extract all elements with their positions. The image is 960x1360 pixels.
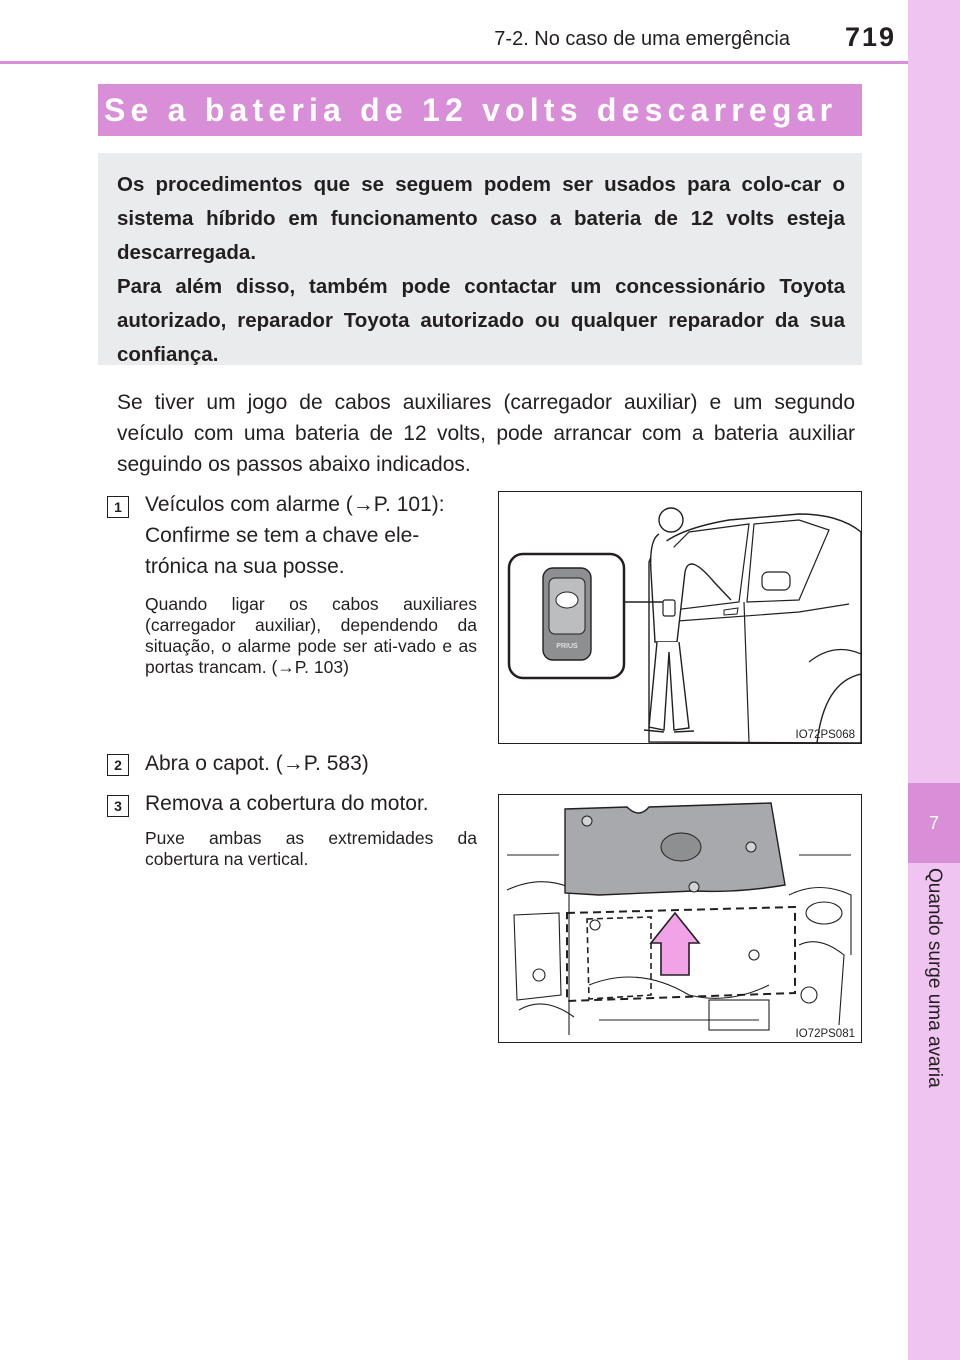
intro-paragraph-1: Os procedimentos que se seguem podem ser usados para colo-car o sistema híbrido em funcionamento caso a bateria de 12 volts esteja descarregada. xyxy=(117,173,845,264)
section-header: 7-2. No caso de uma emergência xyxy=(494,28,790,50)
figure-code-1: IO72PS068 xyxy=(795,729,855,741)
figure-engine-cover xyxy=(498,794,862,1043)
step-number-1: 1 xyxy=(107,496,129,518)
step-3-title: Remova a cobertura do motor. xyxy=(145,792,429,815)
step-number-3: 3 xyxy=(107,795,129,817)
step-1-note: Quando ligar os cabos auxiliares (carregador auxiliar), dependendo da situação, o alarme pode ser ati-vado e as portas trancam. (→P. 103) xyxy=(145,594,477,677)
chapter-side-tab xyxy=(908,0,960,1360)
header-rule xyxy=(0,61,908,64)
page-title: Se a bateria de 12 volts descarregar xyxy=(104,92,838,128)
step-3-note: Puxe ambas as extremidades da cobertura na vertical. xyxy=(145,828,477,869)
step-2-title: Abra o capot. (→P. 583) xyxy=(145,752,369,775)
intro-text xyxy=(117,168,845,372)
figure-key-check xyxy=(498,491,862,744)
intro-paragraph-2: Para além disso, também pode contactar um concessionário Toyota autorizado, reparador Toyota autorizado ou qualquer reparador da sua confiança. xyxy=(117,275,845,366)
page-number: 719 xyxy=(844,22,896,52)
figure-code-2: IO72PS081 xyxy=(795,1028,855,1040)
engine-cover-illustration xyxy=(499,795,861,1042)
step-1-title: Veículos com alarme (→P. 101): Confirme se tem a chave ele-trónica na sua posse. xyxy=(145,493,445,578)
step-number-2: 2 xyxy=(107,754,129,776)
body-paragraph: Se tiver um jogo de cabos auxiliares (carregador auxiliar) e um segundo veículo com uma bateria de 12 volts, pode arrancar com a bateria auxiliar seguindo os passos abaixo indicados. xyxy=(117,391,855,476)
chapter-number: 7 xyxy=(928,812,939,833)
person-car-key-illustration xyxy=(499,492,861,743)
key-fob-label: PRIUS xyxy=(556,643,578,650)
chapter-title-vertical: Quando surge uma avaria xyxy=(924,868,945,1088)
